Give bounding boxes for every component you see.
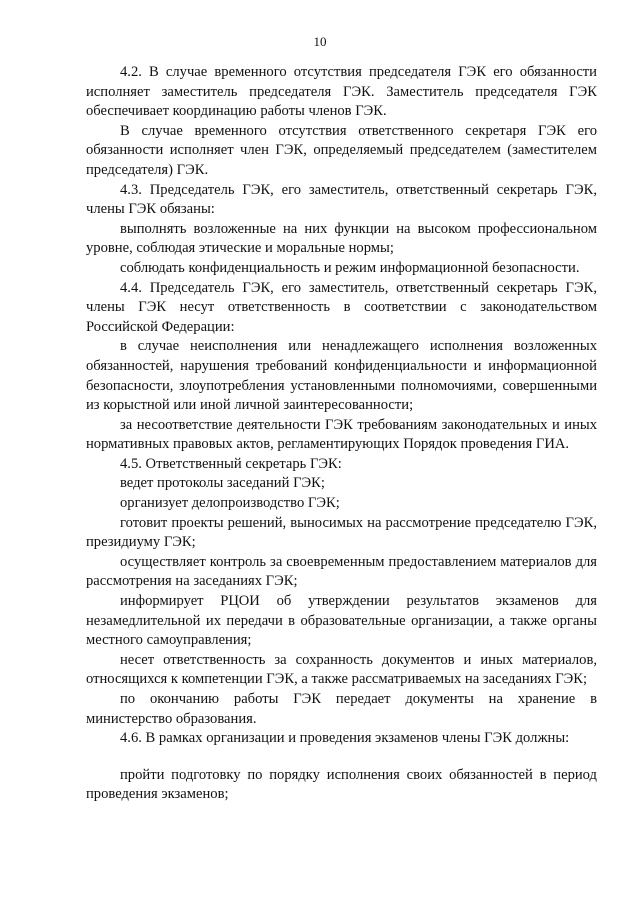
paragraph-transfer-documents: по окончанию работы ГЭК передает документы на хранение в министерство образования. [86,691,597,727]
paragraph-4-3: 4.3. Председатель ГЭК, его заместитель, ответственный секретарь ГЭК, члены ГЭК обязаны: [86,181,597,218]
paragraph-4-5: 4.5. Ответственный секретарь ГЭК: [120,455,342,472]
paragraph-keeps-minutes: ведет протоколы заседаний ГЭК; [120,475,325,492]
paragraph-4-6: 4.6. В рамках организации и проведения экзаменов члены ГЭК должны: [120,730,570,747]
document-body [86,63,597,805]
paragraph-liability-noncompliance: за несоответствие деятельности ГЭК требованиям законодательных и иных нормативных правовых актов, регламентирующих Порядок проведения ГИА. [86,416,597,453]
paragraph-training: пройти подготовку по порядку исполнения своих обязанностей в период проведения экзаменов; [86,766,597,803]
paragraph-records-management: организует делопроизводство ГЭК; [120,495,340,512]
paragraph-4-4: 4.4. Председатель ГЭК, его заместитель, ответственный секретарь ГЭК, члены ГЭК несут ответственность в соответствии с законодательством Российской Федерации: [86,279,597,335]
page-number: 10 [313,34,327,49]
paragraph-4-2: 4.2. В случае временного отсутствия председателя ГЭК его обязанности исполняет заместитель председателя ГЭК. Заместитель председателя ГЭК обеспечивает координацию работы членов ГЭК. [86,64,597,120]
paragraph-duty-perform-functions: выполнять возложенные на них функции на высоком профессиональном уровне, соблюдая этические и моральные нормы; [86,220,597,257]
paragraph-secretary-absence: В случае временного отсутствия ответственного секретаря ГЭК его обязанности исполняет член ГЭК, определяемый председателем (заместителем председателя) ГЭК. [86,122,597,178]
paragraph-duty-confidentiality: соблюдать конфиденциальность и режим информационной безопасности. [120,259,580,276]
paragraph-document-safety: несет ответственность за сохранность документов и иных материалов, относящихся к компетенции ГЭК, а также рассматриваемых на заседаниях ГЭК; [86,651,597,688]
paragraph-liability-nonperformance: в случае неисполнения или ненадлежащего исполнения возложенных обязанностей, нарушения требований конфиденциальности и информационной безопасности, злоупотребления установленными полномочиями, совершенными из корыстной или иной личной заинтересованности; [86,338,597,414]
paragraph-informs-rcoi: информирует РЦОИ об утверждении результатов экзаменов для незамедлительной их передачи в образовательные организации, а также органы местного самоуправления; [86,593,597,649]
paragraph-control-materials: осуществляет контроль за своевременным предоставлением материалов для рассмотрения на заседаниях ГЭК; [86,553,597,590]
paragraph-draft-decisions: готовит проекты решений, выносимых на рассмотрение председателю ГЭК, президиуму ГЭК; [86,514,597,551]
